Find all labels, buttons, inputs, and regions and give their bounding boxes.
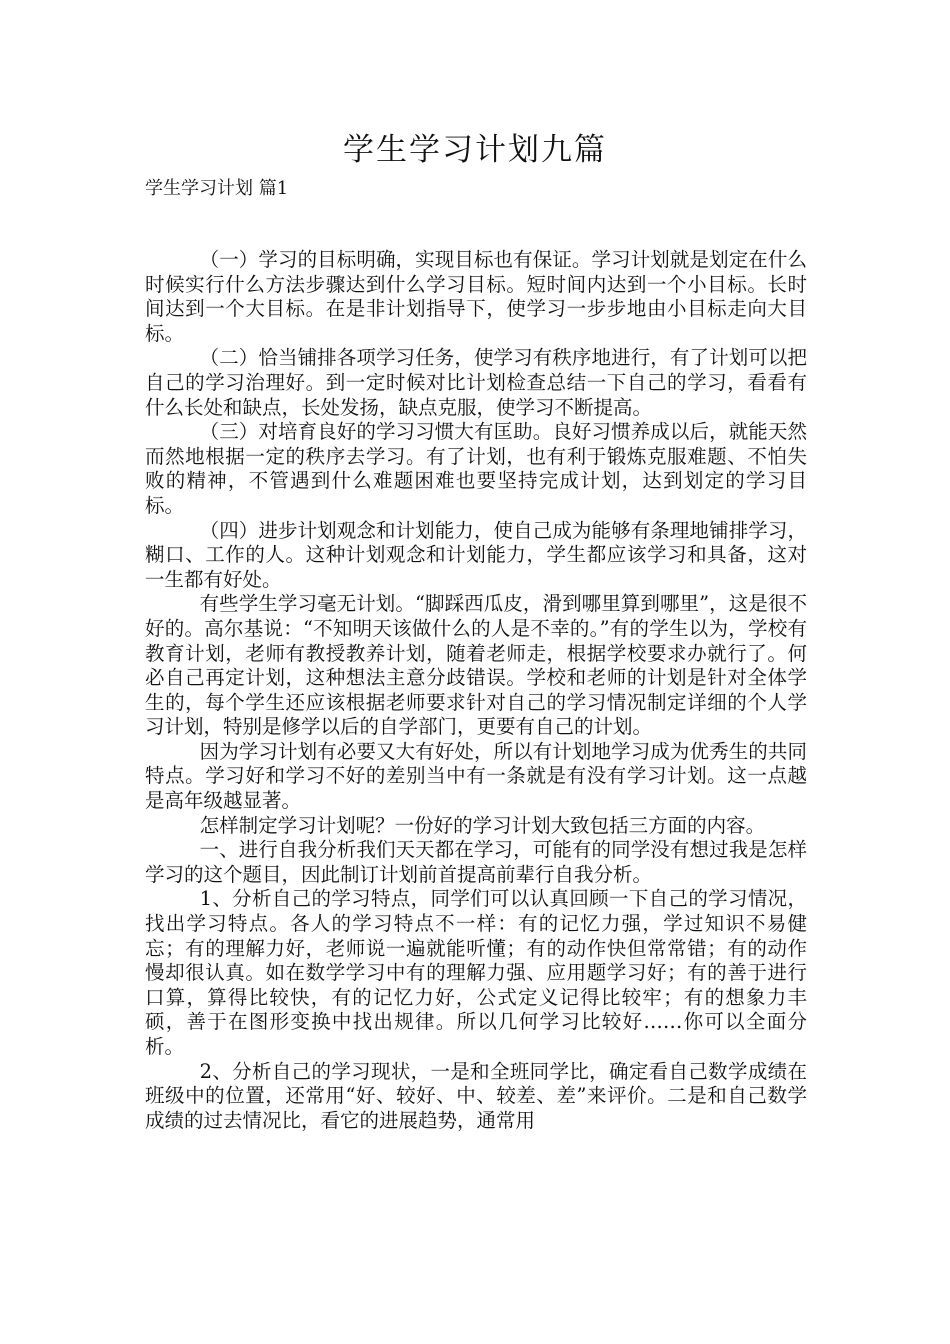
document-body bbox=[145, 248, 807, 1133]
paragraph-how-to: 怎样制定学习计划呢？一份好的学习计划大致包括三方面的内容。 bbox=[199, 813, 766, 837]
paragraph-benefits: 因为学习计划有必要又大有好处，所以有计划地学习成为优秀生的共同特点。学习好和学习不好的差别当中有一条就是有没有学习计划。这一点越是高年级越显著。 bbox=[145, 739, 807, 813]
paragraph-learning-status: 2、分析自己的学习现状，一是和全班同学比，确定看自己数学成绩在班级中的位置，还常用“好、较好、中、较差、差”来评价。二是和自己数学成绩的过去情况比，看它的进展趋势，通常用 bbox=[145, 1059, 807, 1132]
document-title: 学生学习计划九篇 bbox=[343, 132, 607, 168]
paragraph-self-analysis: 一、进行自我分析我们天天都在学习，可能有的同学没有想过我是怎样学习的这个题目，因此制订计划前首提高前辈行自我分析。 bbox=[145, 838, 807, 886]
paragraph-goal: （一）学习的目标明确，实现目标也有保证。学习计划就是划定在什么时候实行什么方法步骤达到什么学习目标。短时间内达到一个小目标。长时间达到一个大目标。在是非计划指导下，使学习一步步地由小目标走向大目标。 bbox=[145, 248, 807, 345]
paragraph-arrangement: （二）恰当铺排各项学习任务，使学习有秩序地进行，有了计划可以把自己的学习治理好。到一定时候对比计划检查总结一下自己的学习，看看有什么长处和缺点，长处发扬，缺点克服，使学习不断提高。 bbox=[145, 346, 807, 419]
paragraph-no-plan: 有些学生学习毫无计划。“脚踩西瓜皮，滑到哪里算到哪里”，这是很不好的。高尔基说：“不知明天该做什么的人是不幸的。”有的学生以为，学校有教育计划，老师有教授教养计划，随着老师走，根据学校要求办就行了。何必自己再定计划，这种想法主意分歧错误。学校和老师的计划是针对全体学生的，每个学生还应该根据老师要求针对自己的学习情况制定详细的个人学习计划，特别是修学以后的自学部门，更要有自己的计划。 bbox=[145, 592, 807, 739]
paragraph-habits: （三）对培育良好的学习习惯大有匡助。良好习惯养成以后，就能天然而然地根据一定的秩序去学习。有了计划，也有利于锻炼克服难题、不怕失败的精神，不管遇到什么难题困难也要坚持完成计划，达到划定的学习目标。 bbox=[145, 420, 807, 517]
section-heading: 学生学习计划 篇1 bbox=[145, 178, 289, 199]
paragraph-learning-traits: 1、分析自己的学习特点，同学们可以认真回顾一下自己的学习情况，找出学习特点。各人的学习特点不一样：有的记忆力强，学过知识不易健忘；有的理解力好，老师说一遍就能听懂；有的动作快但常常错；有的动作慢却很认真。如在数学学习中有的理解力强、应用题学习好；有的善于进行口算，算得比较快，有的记忆力好，公式定义记得比较牢；有的想象力丰硕，善于在图形变换中找出规律。所以几何学习比较好……你可以全面分析。 bbox=[145, 887, 807, 1058]
paragraph-ability: （四）进步计划观念和计划能力，使自己成为能够有条理地铺排学习，糊口、工作的人。这种计划观念和计划能力，学生都应该学习和具备，这对一生都有好处。 bbox=[145, 518, 807, 591]
